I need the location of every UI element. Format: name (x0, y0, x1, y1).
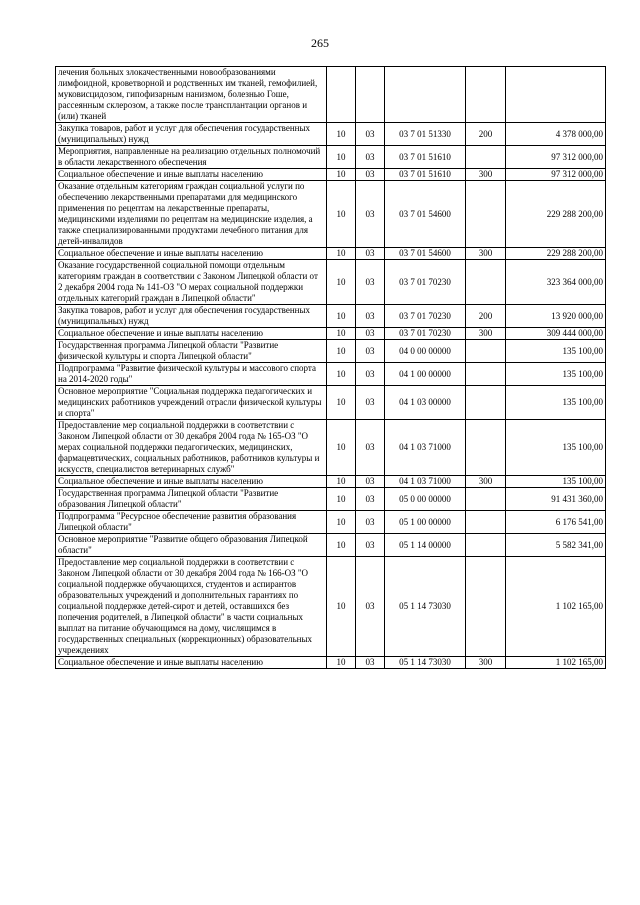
target-article-cell: 05 1 14 00000 (385, 534, 466, 557)
table-row (56, 169, 606, 181)
row-name-cell: Подпрограмма "Развитие физической культуры и массового спорта на 2014-2020 годы" (56, 363, 327, 386)
target-article-cell: 03 7 01 70230 (385, 328, 466, 340)
table-row (56, 123, 606, 146)
expense-type-cell (466, 534, 506, 557)
row-name-cell: Оказание отдельным категориям граждан социальной услуги по обеспечению лекарственными препаратами для медицинского применения по рецептам на лекарственные препараты, медицинскими изделиями по рецептам на медицинские изделия, а также специализированными продуктами лечебного питания для детей-инвалидов (56, 181, 327, 248)
section-code-cell: 10 (327, 476, 356, 488)
table-row (56, 534, 606, 557)
target-article-cell: 03 7 01 51330 (385, 123, 466, 146)
table-row (56, 488, 606, 511)
subsection-code-cell: 03 (356, 248, 385, 260)
expense-type-cell (466, 260, 506, 305)
target-article-cell: 04 0 00 00000 (385, 340, 466, 363)
target-article-cell (385, 67, 466, 123)
section-code-cell (327, 67, 356, 123)
amount-cell: 135 100,00 (506, 420, 606, 476)
budget-table (55, 66, 606, 669)
expense-type-cell (466, 511, 506, 534)
expense-type-cell (466, 420, 506, 476)
amount-cell: 135 100,00 (506, 386, 606, 420)
row-name-cell: Социальное обеспечение и иные выплаты населению (56, 476, 327, 488)
subsection-code-cell: 03 (356, 169, 385, 181)
subsection-code-cell: 03 (356, 420, 385, 476)
target-article-cell: 03 7 01 54600 (385, 248, 466, 260)
section-code-cell: 10 (327, 511, 356, 534)
table-row (56, 181, 606, 248)
subsection-code-cell: 03 (356, 657, 385, 669)
expense-type-cell (466, 340, 506, 363)
amount-cell: 13 920 000,00 (506, 305, 606, 328)
row-name-cell: Подпрограмма "Ресурсное обеспечение развития образования Липецкой области" (56, 511, 327, 534)
row-name-cell: Социальное обеспечение и иные выплаты населению (56, 657, 327, 669)
row-name-cell: Закупка товаров, работ и услуг для обеспечения государственных (муниципальных) нужд (56, 123, 327, 146)
table-row (56, 386, 606, 420)
section-code-cell: 10 (327, 488, 356, 511)
target-article-cell: 05 1 00 00000 (385, 511, 466, 534)
page-number: 265 (311, 36, 329, 50)
expense-type-cell: 300 (466, 328, 506, 340)
subsection-code-cell: 03 (356, 260, 385, 305)
target-article-cell: 04 1 03 00000 (385, 386, 466, 420)
target-article-cell: 03 7 01 54600 (385, 181, 466, 248)
subsection-code-cell: 03 (356, 534, 385, 557)
table-row (56, 67, 606, 123)
expense-type-cell (466, 146, 506, 169)
amount-cell (506, 67, 606, 123)
row-name-cell: Закупка товаров, работ и услуг для обеспечения государственных (муниципальных) нужд (56, 305, 327, 328)
row-name-cell: Социальное обеспечение и иные выплаты населению (56, 248, 327, 260)
amount-cell: 1 102 165,00 (506, 657, 606, 669)
expense-type-cell: 300 (466, 169, 506, 181)
subsection-code-cell: 03 (356, 146, 385, 169)
expense-type-cell (466, 181, 506, 248)
target-article-cell: 04 1 03 71000 (385, 420, 466, 476)
subsection-code-cell: 03 (356, 123, 385, 146)
subsection-code-cell: 03 (356, 363, 385, 386)
amount-cell: 229 288 200,00 (506, 248, 606, 260)
section-code-cell: 10 (327, 169, 356, 181)
amount-cell: 135 100,00 (506, 476, 606, 488)
section-code-cell: 10 (327, 260, 356, 305)
subsection-code-cell: 03 (356, 386, 385, 420)
amount-cell: 309 444 000,00 (506, 328, 606, 340)
table-row (56, 511, 606, 534)
expense-type-cell: 200 (466, 305, 506, 328)
amount-cell: 4 378 000,00 (506, 123, 606, 146)
subsection-code-cell: 03 (356, 476, 385, 488)
table-row (56, 305, 606, 328)
expense-type-cell: 300 (466, 248, 506, 260)
row-name-cell: лечения больных злокачественными новообразованиями лимфоидной, кроветворной и родственных им тканей, гемофилией, муковисцидозом, гипофизарным нанизмом, болезнью Гоше, рассеянным склерозом, а также после трансплантации органов и (или) тканей (56, 67, 327, 123)
subsection-code-cell: 03 (356, 511, 385, 534)
subsection-code-cell: 03 (356, 328, 385, 340)
section-code-cell: 10 (327, 181, 356, 248)
table-row (56, 363, 606, 386)
row-name-cell: Мероприятия, направленные на реализацию отдельных полномочий в области лекарственного обеспечения (56, 146, 327, 169)
target-article-cell: 03 7 01 70230 (385, 305, 466, 328)
row-name-cell: Социальное обеспечение и иные выплаты населению (56, 328, 327, 340)
table-row (56, 248, 606, 260)
target-article-cell: 04 1 00 00000 (385, 363, 466, 386)
amount-cell: 135 100,00 (506, 340, 606, 363)
subsection-code-cell: 03 (356, 181, 385, 248)
section-code-cell: 10 (327, 340, 356, 363)
row-name-cell: Социальное обеспечение и иные выплаты населению (56, 169, 327, 181)
expense-type-cell (466, 67, 506, 123)
subsection-code-cell (356, 67, 385, 123)
section-code-cell: 10 (327, 146, 356, 169)
row-name-cell: Государственная программа Липецкой области "Развитие физической культуры и спорта Липецкой области" (56, 340, 327, 363)
target-article-cell: 04 1 03 71000 (385, 476, 466, 488)
amount-cell: 229 288 200,00 (506, 181, 606, 248)
section-code-cell: 10 (327, 123, 356, 146)
section-code-cell: 10 (327, 305, 356, 328)
expense-type-cell: 300 (466, 657, 506, 669)
row-name-cell: Основное мероприятие "Социальная поддержка педагогических и медицинских работников учреждений отрасли физической культуры и спорта" (56, 386, 327, 420)
amount-cell: 323 364 000,00 (506, 260, 606, 305)
section-code-cell: 10 (327, 386, 356, 420)
row-name-cell: Предоставление мер социальной поддержки в соответствии с Законом Липецкой области от 30 декабря 2004 года № 165-ОЗ "О мерах социальной поддержки педагогических, медицинских, фармацевтических, социальных работников, работников культуры и искусств, специалистов ветеринарных служб" (56, 420, 327, 476)
expense-type-cell: 200 (466, 123, 506, 146)
amount-cell: 1 102 165,00 (506, 557, 606, 657)
table-row (56, 340, 606, 363)
row-name-cell: Государственная программа Липецкой области "Развитие образования Липецкой области" (56, 488, 327, 511)
section-code-cell: 10 (327, 248, 356, 260)
table-row (56, 146, 606, 169)
row-name-cell: Оказание государственной социальной помощи отдельным категориям граждан в соответствии с Законом Липецкой области от 2 декабря 2004 года № 141-ОЗ "О мерах социальной поддержки отдельных категорий граждан в Липецкой области" (56, 260, 327, 305)
subsection-code-cell: 03 (356, 557, 385, 657)
section-code-cell: 10 (327, 328, 356, 340)
target-article-cell: 03 7 01 51610 (385, 169, 466, 181)
target-article-cell: 05 1 14 73030 (385, 657, 466, 669)
expense-type-cell: 300 (466, 476, 506, 488)
target-article-cell: 05 1 14 73030 (385, 557, 466, 657)
section-code-cell: 10 (327, 657, 356, 669)
expense-type-cell (466, 386, 506, 420)
expense-type-cell (466, 488, 506, 511)
target-article-cell: 03 7 01 70230 (385, 260, 466, 305)
amount-cell: 5 582 341,00 (506, 534, 606, 557)
section-code-cell: 10 (327, 420, 356, 476)
subsection-code-cell: 03 (356, 305, 385, 328)
row-name-cell: Основное мероприятие "Развитие общего образования Липецкой области" (56, 534, 327, 557)
table-row (56, 476, 606, 488)
row-name-cell: Предоставление мер социальной поддержки в соответствии с Законом Липецкой области от 30 декабря 2004 года № 166-ОЗ "О социальной поддержке обучающихся, студентов и аспирантов образовательных учреждений и дополнительных гарантиях по социальной поддержке детей-сирот и детей, оставшихся без попечения родителей, в Липецкой области" в части социальных выплат на питание обучающимся на дому, числящимся в государственных специальных (коррекционных) образовательных учреждениях (56, 557, 327, 657)
table-row (56, 657, 606, 669)
target-article-cell: 05 0 00 00000 (385, 488, 466, 511)
amount-cell: 97 312 000,00 (506, 146, 606, 169)
table-row (56, 328, 606, 340)
expense-type-cell (466, 557, 506, 657)
amount-cell: 6 176 541,00 (506, 511, 606, 534)
table-row (56, 557, 606, 657)
subsection-code-cell: 03 (356, 340, 385, 363)
table-row (56, 420, 606, 476)
amount-cell: 97 312 000,00 (506, 169, 606, 181)
expense-type-cell (466, 363, 506, 386)
target-article-cell: 03 7 01 51610 (385, 146, 466, 169)
subsection-code-cell: 03 (356, 488, 385, 511)
section-code-cell: 10 (327, 557, 356, 657)
table-row (56, 260, 606, 305)
section-code-cell: 10 (327, 363, 356, 386)
budget-table-body (56, 67, 606, 669)
section-code-cell: 10 (327, 534, 356, 557)
amount-cell: 135 100,00 (506, 363, 606, 386)
amount-cell: 91 431 360,00 (506, 488, 606, 511)
